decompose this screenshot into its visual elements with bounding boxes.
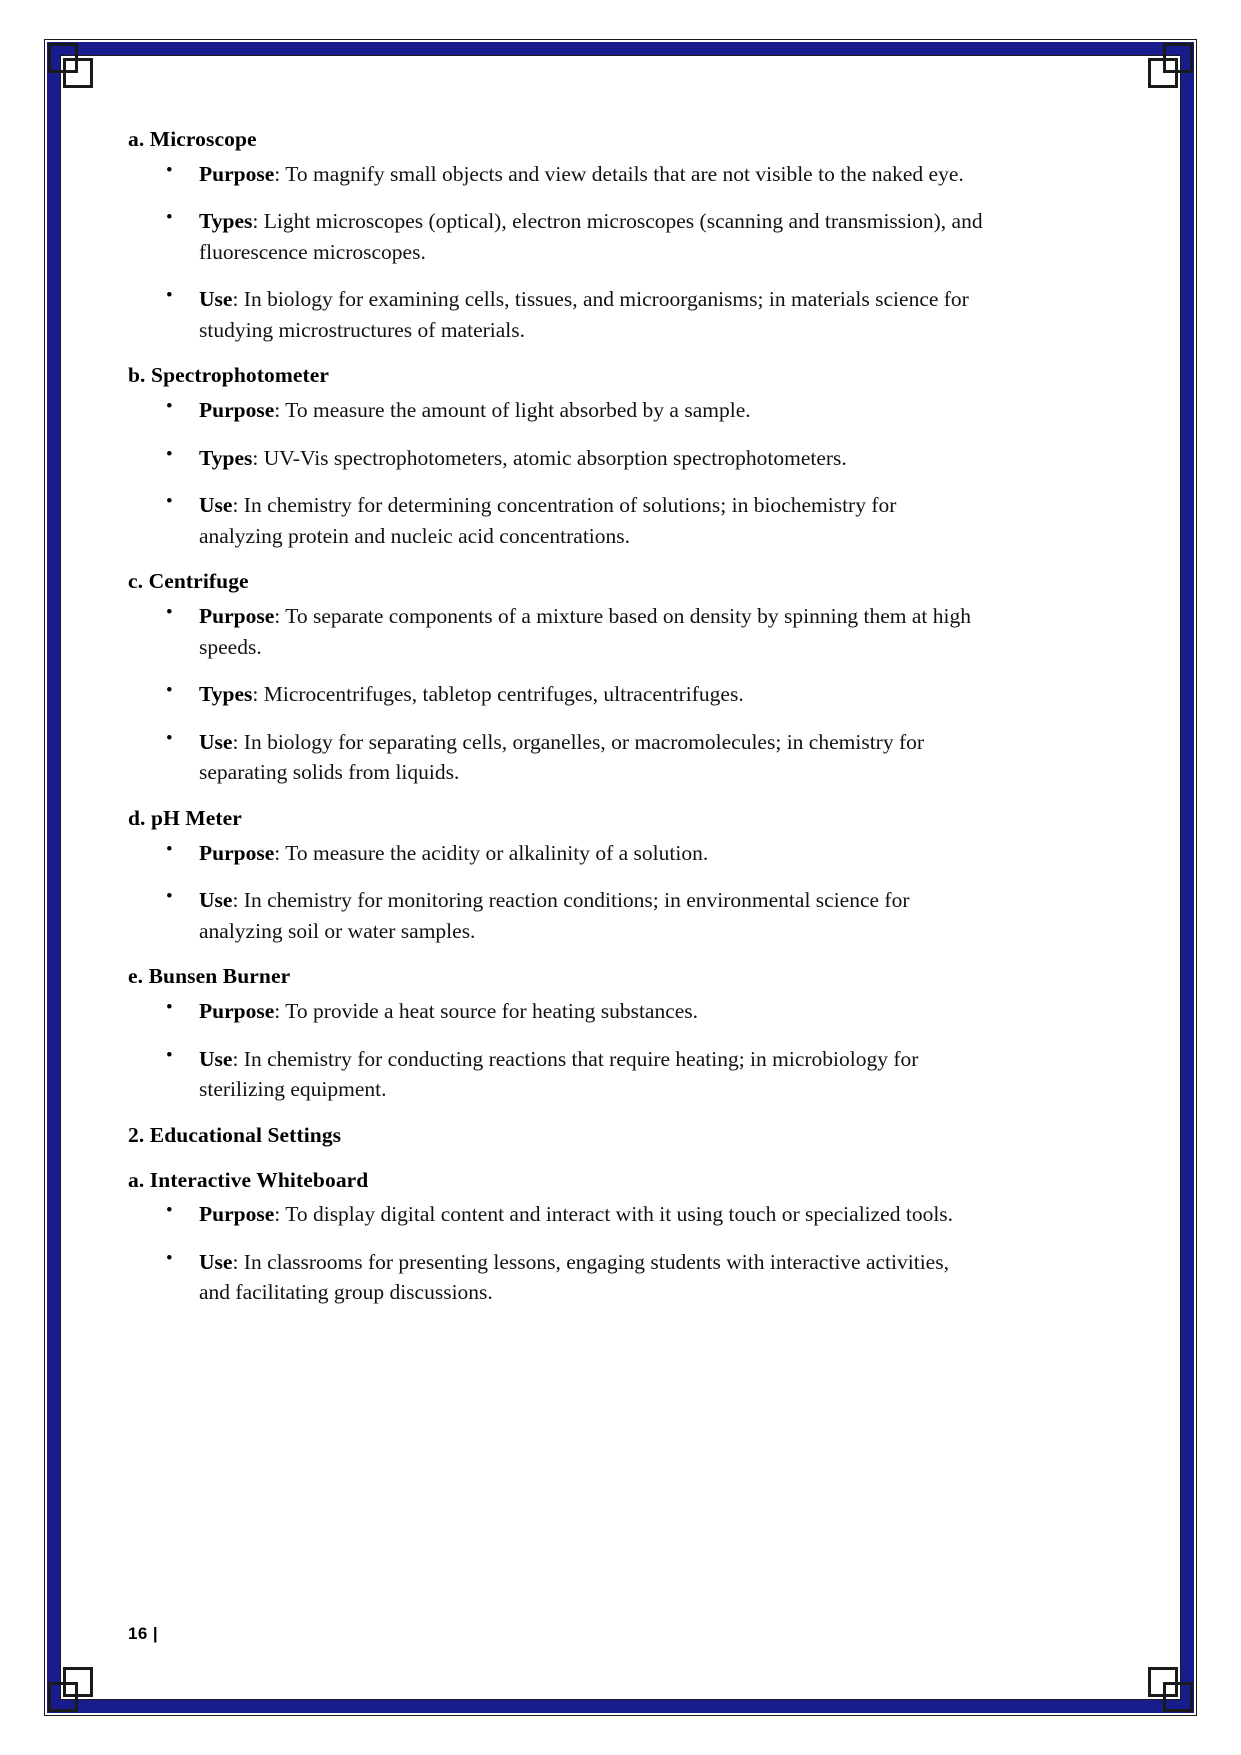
list-item	[128, 679, 983, 710]
bullet-label: Use	[199, 1046, 233, 1071]
section-block	[128, 805, 983, 946]
bullet-text: : In classrooms for presenting lessons, engaging students with interactive activities, and facilitating group discussions.	[199, 1249, 949, 1305]
section-heading: e. Bunsen Burner	[128, 964, 291, 989]
list-item	[128, 159, 983, 190]
section-heading: b. Spectrophotometer	[128, 363, 330, 388]
bullet-text: : To display digital content and interact with it using touch or specialized tools.	[274, 1202, 954, 1227]
bullet-text: : In biology for separating cells, organelles, or macromolecules; in chemistry for separating solids from liquids.	[199, 729, 925, 785]
section-block	[128, 362, 983, 551]
section-block	[128, 1122, 983, 1149]
bullet-label: Types	[199, 682, 253, 707]
corner-ornament-bottom-left-inner	[63, 1667, 93, 1697]
list-item	[128, 601, 983, 662]
corner-ornament-top-right-inner	[1148, 58, 1178, 88]
bullet-label: Use	[199, 1249, 233, 1274]
bullet-text: : To measure the amount of light absorbed by a sample.	[274, 398, 751, 423]
bullet-text: : UV-Vis spectrophotometers, atomic absorption spectrophotometers.	[252, 445, 847, 470]
bullet-label: Purpose	[199, 840, 275, 865]
bullet-text: : Light microscopes (optical), electron microscopes (scanning and transmission), and fluorescence microscopes.	[199, 209, 983, 264]
bullet-text: : To provide a heat source for heating substances.	[274, 999, 699, 1024]
section-bullet-list	[128, 838, 983, 947]
bullet-text: : In chemistry for conducting reactions that require heating; in microbiology for sterilizing equipment.	[199, 1046, 919, 1102]
section-heading: a. Interactive Whiteboard	[128, 1167, 369, 1192]
corner-ornament-bottom-left-outer	[48, 1682, 78, 1712]
list-item	[128, 206, 983, 267]
bullet-label: Purpose	[199, 1202, 275, 1227]
bullet-label: Use	[199, 493, 233, 518]
list-item	[128, 284, 983, 345]
list-item	[128, 996, 983, 1027]
list-item	[128, 885, 983, 946]
bullet-label: Use	[199, 729, 233, 754]
bullet-label: Purpose	[199, 604, 275, 629]
corner-ornament-bottom-right-outer	[1163, 1682, 1193, 1712]
bullet-label: Purpose	[199, 161, 275, 186]
corner-ornament-top-left-outer	[48, 43, 78, 73]
list-item	[128, 727, 983, 788]
document-body	[128, 126, 983, 1325]
bullet-label: Purpose	[199, 999, 275, 1024]
list-item	[128, 1247, 983, 1308]
section-heading: a. Microscope	[128, 127, 257, 151]
section-heading: c. Centrifuge	[128, 569, 249, 594]
bullet-label: Types	[199, 445, 253, 470]
bullet-text: : To separate components of a mixture based on density by spinning them at high speeds.	[199, 604, 971, 659]
list-item	[128, 490, 983, 551]
list-item	[128, 395, 983, 426]
list-item	[128, 443, 983, 474]
section-bullet-list	[128, 601, 983, 788]
section-bullet-list	[128, 996, 983, 1105]
section-heading: d. pH Meter	[128, 805, 242, 830]
bullet-text: : To measure the acidity or alkalinity of a solution.	[274, 840, 709, 865]
bullet-label: Use	[199, 888, 233, 913]
section-bullet-list	[128, 159, 983, 346]
section-block	[128, 126, 983, 345]
bullet-label: Purpose	[199, 398, 275, 423]
section-block	[128, 963, 983, 1104]
section-block	[128, 568, 983, 787]
section-block	[128, 1167, 983, 1308]
list-item	[128, 838, 983, 869]
bullet-text: : Microcentrifuges, tabletop centrifuges, ultracentrifuges.	[252, 682, 744, 707]
bullet-label: Types	[199, 209, 253, 234]
bullet-label: Use	[199, 287, 233, 312]
page-number: 16 |	[128, 1624, 158, 1643]
section-heading: 2. Educational Settings	[128, 1122, 342, 1147]
corner-ornament-top-right-outer	[1163, 43, 1193, 73]
bullet-text: : In chemistry for monitoring reaction conditions; in environmental science for analyzing soil or water samples.	[199, 888, 910, 943]
corner-ornament-bottom-right-inner	[1148, 1667, 1178, 1697]
bullet-text: : In biology for examining cells, tissues, and microorganisms; in materials science for studying microstructures of materials.	[199, 287, 969, 342]
bullet-text: : In chemistry for determining concentration of solutions; in biochemistry for analyzing protein and nucleic acid concentrations.	[199, 493, 897, 548]
list-item	[128, 1044, 983, 1105]
corner-ornament-top-left-inner	[63, 58, 93, 88]
list-item	[128, 1199, 983, 1230]
section-bullet-list	[128, 395, 983, 551]
bullet-text: : To magnify small objects and view details that are not visible to the naked eye.	[274, 161, 964, 186]
section-bullet-list	[128, 1199, 983, 1308]
